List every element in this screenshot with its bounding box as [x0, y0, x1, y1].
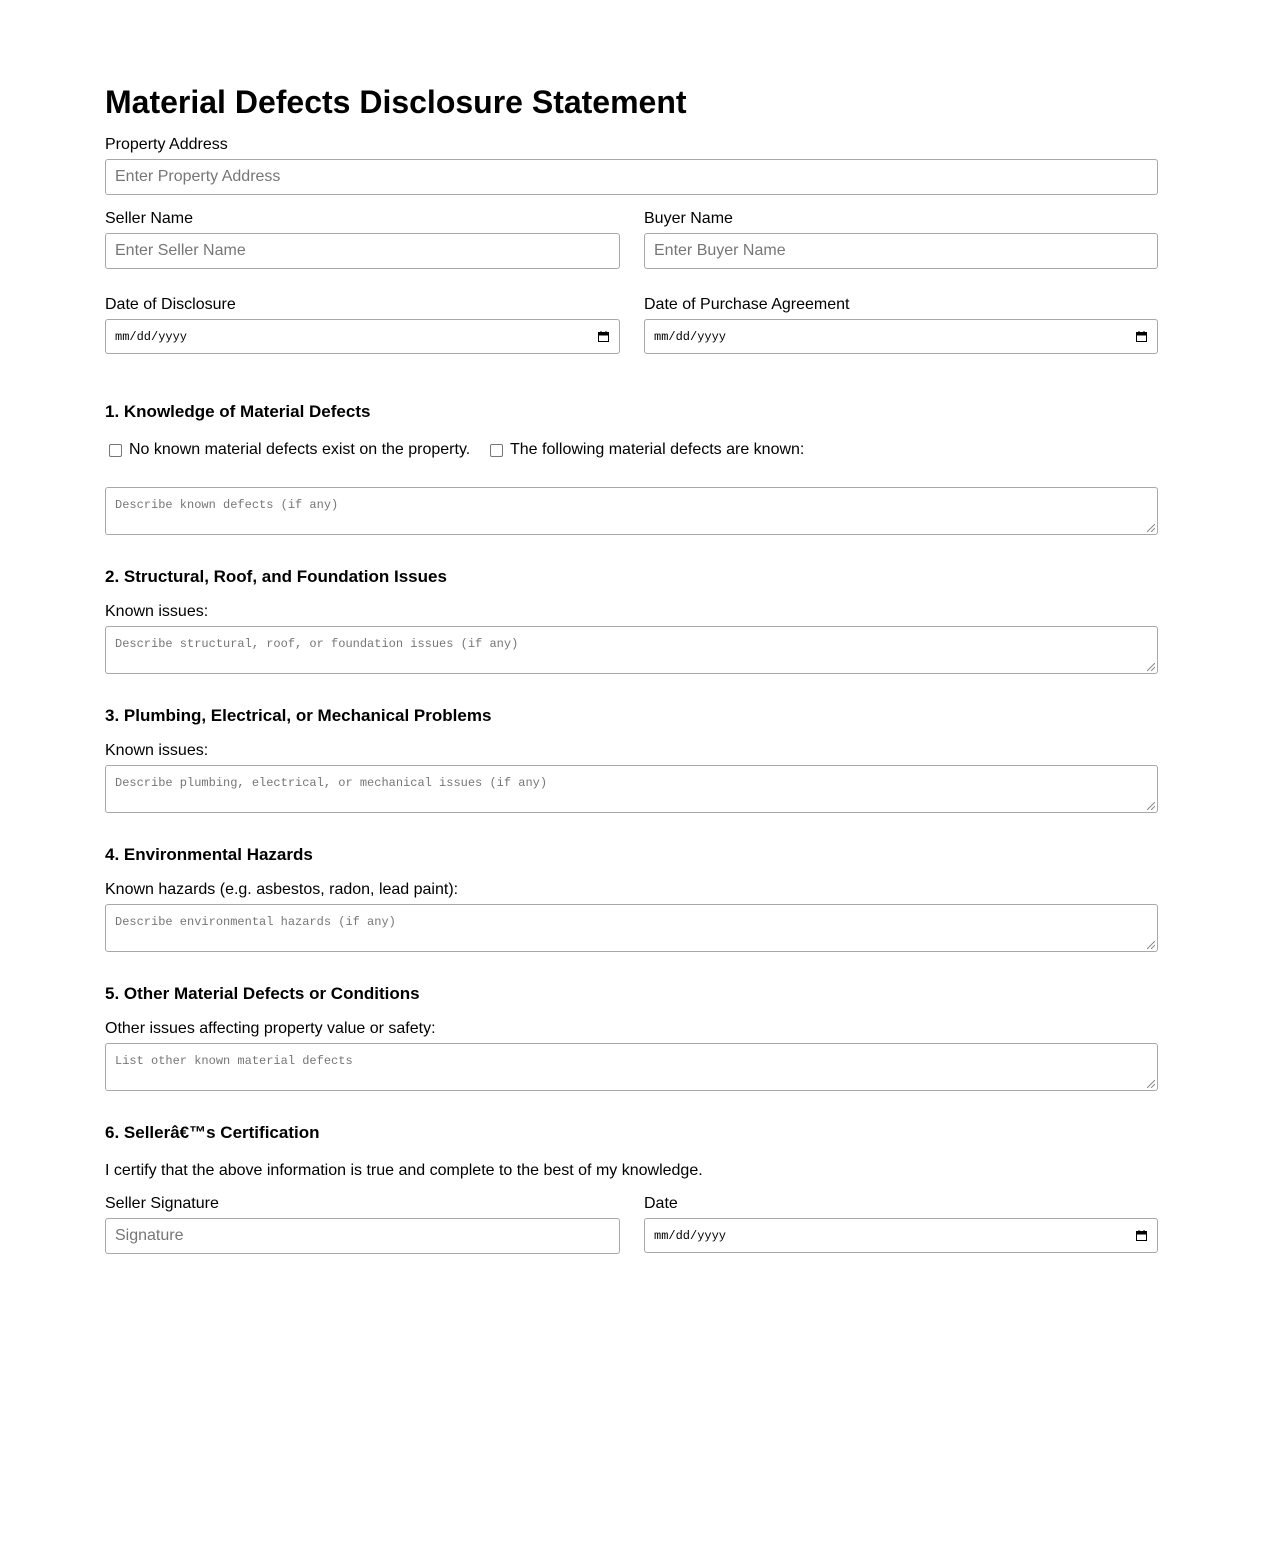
certification-statement: I certify that the above information is true and complete to the best of my knowledge.: [105, 1162, 703, 1179]
no-defects-option[interactable]: [105, 440, 470, 460]
calendar-icon[interactable]: [598, 331, 609, 342]
purchase-date-input[interactable]: [644, 319, 1158, 354]
resize-grip-icon[interactable]: [1147, 524, 1155, 532]
resize-grip-icon[interactable]: [1147, 663, 1155, 671]
signature-date-value: mm/dd/yyyy: [654, 1229, 727, 1243]
seller-signature-label: Seller Signature: [105, 1195, 219, 1212]
signature-date-label: Date: [644, 1195, 678, 1212]
mechanical-issues-placeholder: Describe plumbing, electrical, or mechanical issues (if any): [115, 776, 548, 790]
known-defects-placeholder: Describe known defects (if any): [115, 498, 339, 512]
structural-issues-textarea[interactable]: [105, 626, 1158, 674]
section-1-heading: 1. Knowledge of Material Defects: [105, 402, 371, 421]
seller-name-input[interactable]: [105, 233, 620, 269]
structural-issues-placeholder: Describe structural, roof, or foundation issues (if any): [115, 637, 519, 651]
disclosure-date-input[interactable]: [105, 319, 620, 354]
known-defects-textarea[interactable]: [105, 487, 1158, 535]
resize-grip-icon[interactable]: [1147, 941, 1155, 949]
property-address-label: Property Address: [105, 136, 228, 153]
purchase-date-value: mm/dd/yyyy: [654, 330, 727, 344]
section-5-heading: 5. Other Material Defects or Conditions: [105, 984, 420, 1003]
seller-signature-input[interactable]: [105, 1218, 620, 1254]
calendar-icon[interactable]: [1136, 331, 1147, 342]
environmental-hazards-label: Known hazards (e.g. asbestos, radon, lead paint):: [105, 881, 459, 898]
known-defects-label: The following material defects are known:: [510, 441, 805, 458]
resize-grip-icon[interactable]: [1147, 1080, 1155, 1088]
calendar-icon[interactable]: [1136, 1230, 1147, 1241]
other-defects-textarea[interactable]: [105, 1043, 1158, 1091]
disclosure-date-label: Date of Disclosure: [105, 296, 236, 313]
mechanical-issues-label: Known issues:: [105, 742, 209, 759]
no-defects-checkbox[interactable]: [109, 444, 122, 457]
purchase-date-label: Date of Purchase Agreement: [644, 296, 850, 313]
environmental-hazards-textarea[interactable]: [105, 904, 1158, 952]
no-defects-label: No known material defects exist on the property.: [129, 441, 471, 458]
buyer-name-input[interactable]: [644, 233, 1158, 269]
section-4-heading: 4. Environmental Hazards: [105, 845, 313, 864]
known-defects-checkbox[interactable]: [490, 444, 503, 457]
environmental-hazards-placeholder: Describe environmental hazards (if any): [115, 915, 396, 929]
signature-date-input[interactable]: [644, 1218, 1158, 1253]
other-defects-placeholder: List other known material defects: [115, 1054, 353, 1068]
buyer-name-label: Buyer Name: [644, 210, 733, 227]
structural-issues-label: Known issues:: [105, 603, 209, 620]
mechanical-issues-textarea[interactable]: [105, 765, 1158, 813]
section-6-heading: 6. Sellerâ€™s Certification: [105, 1123, 320, 1142]
page-title: Material Defects Disclosure Statement: [105, 84, 687, 120]
resize-grip-icon[interactable]: [1147, 802, 1155, 810]
seller-name-label: Seller Name: [105, 210, 194, 227]
section-3-heading: 3. Plumbing, Electrical, or Mechanical Problems: [105, 706, 492, 725]
disclosure-date-value: mm/dd/yyyy: [115, 330, 188, 344]
other-defects-label: Other issues affecting property value or safety:: [105, 1020, 436, 1037]
property-address-input[interactable]: [105, 159, 1158, 195]
section-2-heading: 2. Structural, Roof, and Foundation Issues: [105, 567, 447, 586]
known-defects-option[interactable]: [486, 440, 804, 460]
